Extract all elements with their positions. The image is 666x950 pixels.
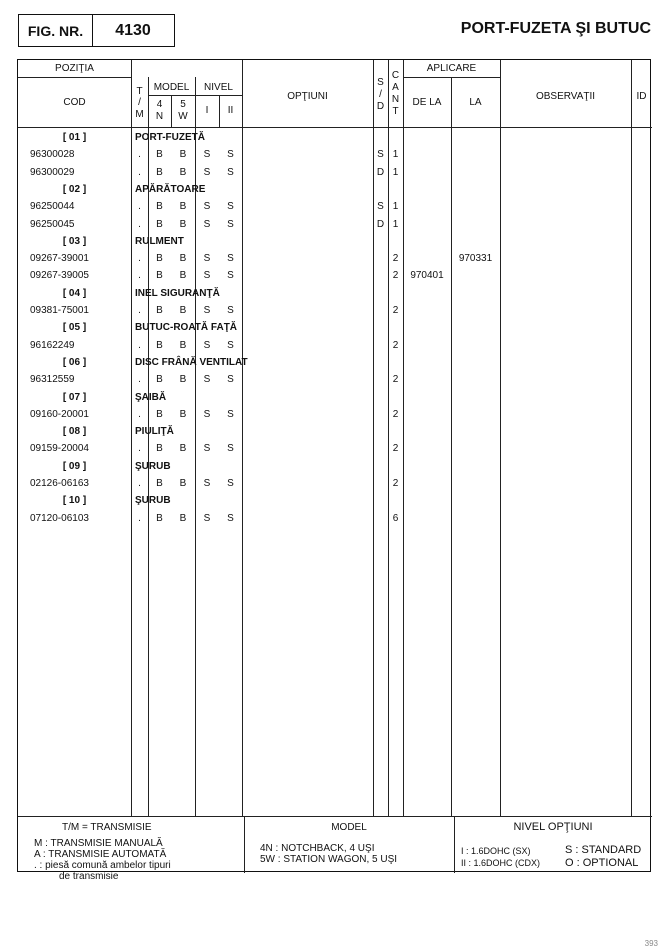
- cant-cell: 1: [392, 201, 399, 213]
- model-4n-cell: B: [156, 478, 163, 489]
- header-tm-slash: /: [138, 97, 141, 108]
- part-code: 96300028: [30, 149, 75, 161]
- page-title: PORT-FUZETA ŞI BUTUC: [460, 20, 651, 37]
- header-nivel-i: I: [205, 105, 209, 116]
- nivel-ii-cell: S: [227, 305, 234, 316]
- nivel-i-cell: S: [203, 408, 211, 420]
- model-4n-cell: B: [156, 201, 163, 213]
- group-row: [18, 234, 652, 251]
- footer-top-line: [18, 816, 652, 817]
- model-4n-cell: B: [156, 374, 163, 386]
- footer-model-title: MODEL: [331, 822, 367, 833]
- table-row: [18, 441, 652, 458]
- group-row: [18, 320, 652, 337]
- group-row: [18, 355, 652, 372]
- group-row: [18, 286, 652, 303]
- footer-nivel-title: NIVEL OPŢIUNI: [513, 821, 593, 833]
- model-5w-cell: B: [179, 149, 187, 161]
- group-name: DISC FRÂNĂ VENTILAT: [135, 356, 248, 368]
- nivel-ii-cell: S: [227, 339, 234, 351]
- header-observatii: OBSERVAŢII: [535, 91, 596, 102]
- group-name: INEL SIGURANŢĂ: [135, 287, 220, 299]
- model-4n-cell: B: [156, 339, 163, 351]
- part-code: 09267-39005: [30, 270, 89, 282]
- header-id: ID: [636, 91, 647, 102]
- header-cant-n: N: [391, 94, 400, 105]
- sd-cell: D: [376, 166, 385, 178]
- part-code: 02126-06163: [30, 478, 89, 489]
- table-row: [18, 303, 652, 320]
- cant-cell: 2: [392, 478, 399, 489]
- part-code: 96312559: [30, 374, 75, 386]
- tm-cell: .: [138, 512, 141, 524]
- group-row: [18, 493, 652, 510]
- group-code: [ 09 ]: [62, 460, 87, 472]
- tm-cell: .: [138, 166, 141, 178]
- tm-cell: .: [138, 253, 141, 265]
- group-name: BUTUC-ROATĂ FAŢĂ: [135, 322, 238, 334]
- tm-cell: .: [138, 339, 141, 351]
- nivel-ii-cell: S: [227, 270, 234, 282]
- cant-cell: 2: [392, 408, 399, 420]
- table-row: [18, 407, 652, 424]
- group-code: [ 04 ]: [62, 287, 87, 299]
- sd-cell: S: [377, 201, 384, 213]
- part-code: 96250045: [30, 218, 75, 230]
- group-code: [ 03 ]: [62, 235, 87, 247]
- footer-tm-a: A : TRANSMISIE AUTOMATĂ: [34, 849, 167, 860]
- group-row: [18, 130, 652, 147]
- header-la: LA: [469, 97, 482, 108]
- header-nivel: NIVEL: [204, 82, 233, 93]
- nivel-i-cell: S: [203, 512, 211, 524]
- group-name: PIULIŢĂ: [135, 426, 174, 438]
- model-4n-cell: B: [156, 408, 163, 420]
- footer-nivel-i: I : 1.6DOHC (SX): [461, 846, 531, 856]
- header-bottom-line: [18, 127, 652, 128]
- footer-nivel-s: S : STANDARD: [565, 844, 642, 856]
- header-model: MODEL: [153, 82, 190, 93]
- page-number: 393: [644, 939, 658, 948]
- tm-cell: .: [138, 149, 141, 161]
- nivel-i-cell: S: [203, 339, 211, 351]
- table-row: [18, 251, 652, 268]
- tm-cell: .: [138, 374, 141, 386]
- nivel-ii-cell: S: [227, 478, 234, 489]
- header-model-4: 4: [156, 99, 163, 110]
- footer-model-5w: 5W : STATION WAGON, 5 UŞI: [260, 854, 398, 865]
- table-row: [18, 199, 652, 216]
- tm-cell: .: [138, 218, 141, 230]
- model-4n-cell: B: [156, 270, 163, 282]
- figure-number-box: [18, 14, 175, 47]
- de-la-cell: 970401: [410, 270, 444, 282]
- nivel-i-cell: S: [203, 218, 211, 230]
- group-code: [ 07 ]: [62, 391, 87, 403]
- model-5w-cell: B: [179, 270, 187, 282]
- model-4n-cell: B: [156, 149, 163, 161]
- part-code: 96250044: [30, 201, 75, 213]
- table-row: [18, 476, 652, 493]
- group-row: [18, 459, 652, 476]
- group-code: [ 02 ]: [62, 183, 87, 195]
- cant-cell: 6: [392, 512, 399, 524]
- nivel-ii-cell: S: [227, 149, 234, 161]
- header-optiuni: OPŢIUNI: [287, 91, 328, 102]
- footer-nivel-ii: II : 1.6DOHC (CDX): [461, 858, 541, 868]
- part-code: 09267-39001: [30, 253, 89, 265]
- cant-cell: 2: [392, 374, 399, 386]
- group-code: [ 08 ]: [62, 426, 87, 438]
- header-line-top: [18, 77, 131, 78]
- nivel-ii-cell: S: [227, 374, 234, 386]
- cant-cell: 1: [392, 149, 399, 161]
- model-5w-cell: B: [179, 253, 187, 265]
- model-5w-cell: B: [179, 374, 187, 386]
- part-code: 09160-20001: [30, 408, 89, 420]
- table-row: [18, 165, 652, 182]
- nivel-i-cell: S: [203, 149, 211, 161]
- footer-tm-dot1: . : piesă comună ambelor tipuri: [34, 860, 171, 871]
- parts-table: [17, 59, 651, 882]
- header-sd-slash: /: [379, 89, 382, 100]
- group-row: [18, 182, 652, 199]
- table-row: [18, 268, 652, 285]
- table-row: [18, 372, 652, 389]
- model-5w-cell: B: [179, 512, 187, 524]
- part-code: 96162249: [30, 339, 75, 351]
- part-code: 96300029: [30, 166, 75, 178]
- header-aplicare: APLICARE: [426, 63, 477, 74]
- part-code: 07120-06103: [30, 512, 89, 524]
- group-row: [18, 424, 652, 441]
- footer-tm-dot2: de transmisie: [59, 871, 119, 882]
- nivel-ii-cell: S: [227, 201, 234, 213]
- cant-cell: 2: [392, 305, 399, 316]
- table-row: [18, 217, 652, 234]
- table-row: [18, 511, 652, 528]
- nivel-i-cell: S: [203, 374, 211, 386]
- footer-nivel-o: O : OPTIONAL: [565, 857, 639, 869]
- model-5w-cell: B: [179, 305, 187, 316]
- group-row: [18, 390, 652, 407]
- cant-cell: 2: [392, 443, 399, 455]
- group-code: [ 05 ]: [62, 322, 87, 334]
- model-5w-cell: B: [179, 478, 187, 489]
- model-4n-cell: B: [156, 253, 163, 265]
- footer-model-4n: 4N : NOTCHBACK, 4 UŞI: [260, 843, 375, 854]
- cant-cell: 1: [392, 218, 399, 230]
- footer-tm-title: T/M = TRANSMISIE: [62, 822, 152, 833]
- figure-number: 4130: [115, 21, 151, 39]
- header-model-w: W: [178, 111, 188, 122]
- sd-cell: D: [376, 218, 385, 230]
- nivel-i-cell: S: [203, 478, 211, 489]
- nivel-i-cell: S: [203, 166, 211, 178]
- model-4n-cell: B: [156, 166, 163, 178]
- group-code: [ 10 ]: [62, 495, 87, 507]
- tm-cell: .: [138, 270, 141, 282]
- header-sd-d: D: [376, 101, 385, 112]
- group-name: PORT-FUZETĂ: [135, 132, 205, 143]
- model-4n-cell: B: [156, 305, 163, 316]
- model-5w-cell: B: [179, 339, 187, 351]
- header-nivel-ii: II: [227, 105, 234, 116]
- group-code: [ 01 ]: [62, 132, 87, 143]
- nivel-ii-cell: S: [227, 512, 234, 524]
- header-cod: COD: [63, 97, 86, 108]
- tm-cell: .: [138, 408, 141, 420]
- header-pozitia: POZIŢIA: [55, 63, 94, 74]
- cant-cell: 2: [392, 253, 399, 265]
- nivel-ii-cell: S: [227, 218, 234, 230]
- cant-cell: 2: [392, 270, 399, 282]
- model-5w-cell: B: [179, 166, 187, 178]
- nivel-ii-cell: S: [227, 408, 234, 420]
- nivel-i-cell: S: [203, 443, 211, 455]
- group-name: ŞURUB: [135, 495, 171, 507]
- group-name: ŞAIBĂ: [135, 391, 167, 403]
- header-tm-m: M: [135, 109, 144, 120]
- model-5w-cell: B: [179, 443, 187, 455]
- nivel-i-cell: S: [203, 305, 211, 316]
- model-4n-cell: B: [156, 218, 163, 230]
- nivel-ii-cell: S: [227, 166, 234, 178]
- model-5w-cell: B: [179, 201, 187, 213]
- header-model-5: 5: [180, 99, 186, 110]
- header-tm-t: T: [136, 86, 143, 97]
- header-cant-a: A: [392, 82, 399, 93]
- model-5w-cell: B: [179, 218, 187, 230]
- nivel-i-cell: S: [203, 253, 211, 265]
- group-name: APĂRĂTOARE: [135, 183, 206, 195]
- table-row: [18, 338, 652, 355]
- cant-cell: 1: [392, 166, 399, 178]
- tm-cell: .: [138, 305, 141, 316]
- tm-cell: .: [138, 443, 141, 455]
- model-4n-cell: B: [156, 443, 163, 455]
- cant-cell: 2: [392, 339, 399, 351]
- nivel-i-cell: S: [203, 201, 211, 213]
- part-code: 09381-75001: [30, 305, 89, 316]
- nivel-ii-cell: S: [227, 253, 234, 265]
- header-cant-c: C: [391, 70, 400, 81]
- part-code: 09159-20004: [30, 443, 89, 455]
- header-de-la: DE LA: [412, 97, 442, 108]
- group-name: RULMENT: [135, 235, 184, 247]
- group-name: ŞURUB: [135, 460, 171, 472]
- header-cant-t: T: [392, 106, 399, 117]
- nivel-ii-cell: S: [227, 443, 234, 455]
- la-cell: 970331: [458, 253, 493, 265]
- group-code: [ 06 ]: [62, 356, 87, 368]
- header-model-n: N: [155, 111, 164, 122]
- header-sd-s: S: [377, 77, 384, 88]
- footer-tm-m: M : TRANSMISIE MANUALĂ: [34, 838, 163, 849]
- model-5w-cell: B: [179, 408, 187, 420]
- model-4n-cell: B: [156, 512, 163, 524]
- figure-label: FIG. NR.: [19, 15, 93, 46]
- table-row: [18, 147, 652, 164]
- tm-cell: .: [138, 478, 141, 489]
- tm-cell: .: [138, 201, 141, 213]
- nivel-i-cell: S: [203, 270, 211, 282]
- sd-cell: S: [377, 149, 384, 161]
